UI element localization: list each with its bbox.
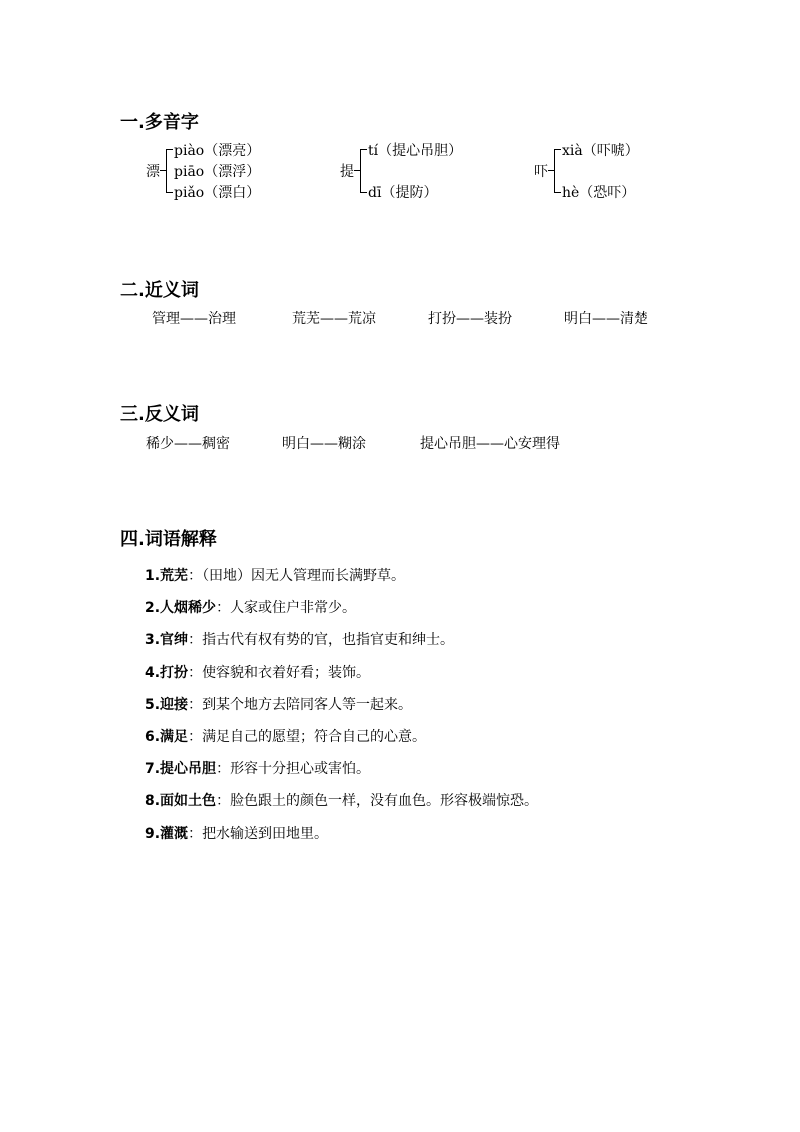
reading: piào（漂亮）: [174, 143, 261, 159]
polyphone-char: 漂: [146, 164, 160, 180]
reading: piāo（漂浮）: [174, 164, 261, 180]
reading: piǎo（漂白）: [174, 185, 261, 201]
definition-item: [145, 791, 538, 823]
definition-text: 指古代有权有势的官，也指官吏和绅士。: [202, 632, 455, 649]
definition-sep: ：: [188, 632, 203, 649]
definition-text: 满足自己的愿望；符合自己的心意。: [202, 728, 427, 745]
antonym-pair: 提心吊胆——心安理得: [420, 436, 560, 452]
antonym-pair: 明白——糊涂: [282, 436, 366, 452]
definition-item: [145, 824, 538, 856]
reading: xià（吓唬）: [562, 143, 639, 159]
synonym-pair: 明白——清楚: [564, 311, 648, 327]
polyphone-char: 提: [340, 164, 354, 180]
synonym-pair: 管理——治理: [152, 311, 236, 327]
definition-term: 8.面如土色: [145, 793, 217, 810]
reading: tí（提心吊胆）: [368, 143, 463, 159]
definition-item: [145, 759, 538, 791]
definition-item: [145, 695, 538, 727]
definition-sep: ：: [216, 600, 231, 617]
definition-sep: ：: [188, 728, 203, 745]
definition-term: 6.满足: [145, 728, 189, 745]
brace-tick: [548, 170, 554, 171]
brace: [360, 149, 367, 193]
definition-text: （田地）因无人管理而长满野草。: [202, 568, 406, 584]
definition-term: 7.提心吊胆: [145, 761, 217, 778]
synonym-pair: 荒芜——荒凉: [292, 311, 376, 327]
definition-sep: ：: [188, 825, 203, 842]
brace-tick: [354, 170, 360, 171]
definition-text: 形容十分担心或害怕。: [230, 761, 371, 778]
definition-list: [145, 566, 538, 856]
definition-item: [145, 566, 538, 598]
brace: [554, 149, 561, 193]
definition-sep: ：: [216, 761, 231, 778]
definition-term: 2.人烟稀少: [145, 600, 217, 617]
antonym-pair: 稀少——稠密: [146, 436, 230, 452]
definition-term: 5.迎接: [145, 696, 189, 713]
definition-item: [145, 630, 538, 662]
reading: hè（恐吓）: [562, 185, 636, 201]
definition-item: [145, 727, 538, 759]
section-title-polyphones: 一.多音字: [120, 112, 199, 133]
section-title-synonyms: 二.近义词: [120, 280, 199, 301]
synonym-pair: 打扮——装扮: [428, 311, 512, 327]
definition-text: 到某个地方去陪同客人等一起来。: [202, 696, 413, 713]
polyphone-char: 吓: [534, 164, 548, 180]
definition-term: 9.灌溉: [145, 825, 189, 842]
definition-term: 3.官绅: [145, 632, 189, 649]
definition-sep: ：: [188, 696, 203, 713]
polyphone-group-piao: [146, 140, 286, 204]
section-title-antonyms: 三.反义词: [120, 404, 199, 425]
definition-term: 4.打扮: [145, 664, 189, 681]
definition-text: 人家或住户非常少。: [230, 600, 357, 617]
definition-text: 把水输送到田地里。: [202, 825, 329, 842]
definition-term: 1.荒芜: [145, 568, 189, 584]
definition-text: 使容貌和衣着好看；装饰。: [202, 664, 371, 681]
definition-sep: ：: [188, 664, 203, 681]
polyphone-group-ti: [340, 140, 500, 204]
definition-text: 脸色跟土的颜色一样，没有血色。形容极端惊恐。: [230, 793, 539, 810]
brace: [166, 149, 173, 193]
definition-item: [145, 598, 538, 630]
reading: dī（提防）: [368, 185, 438, 201]
definition-sep: ：: [216, 793, 231, 810]
definition-sep: ：: [188, 568, 203, 584]
definition-item: [145, 663, 538, 695]
brace-tick: [160, 170, 166, 171]
section-title-definitions: 四.词语解释: [120, 529, 217, 550]
polyphone-group-xia: [534, 140, 674, 204]
